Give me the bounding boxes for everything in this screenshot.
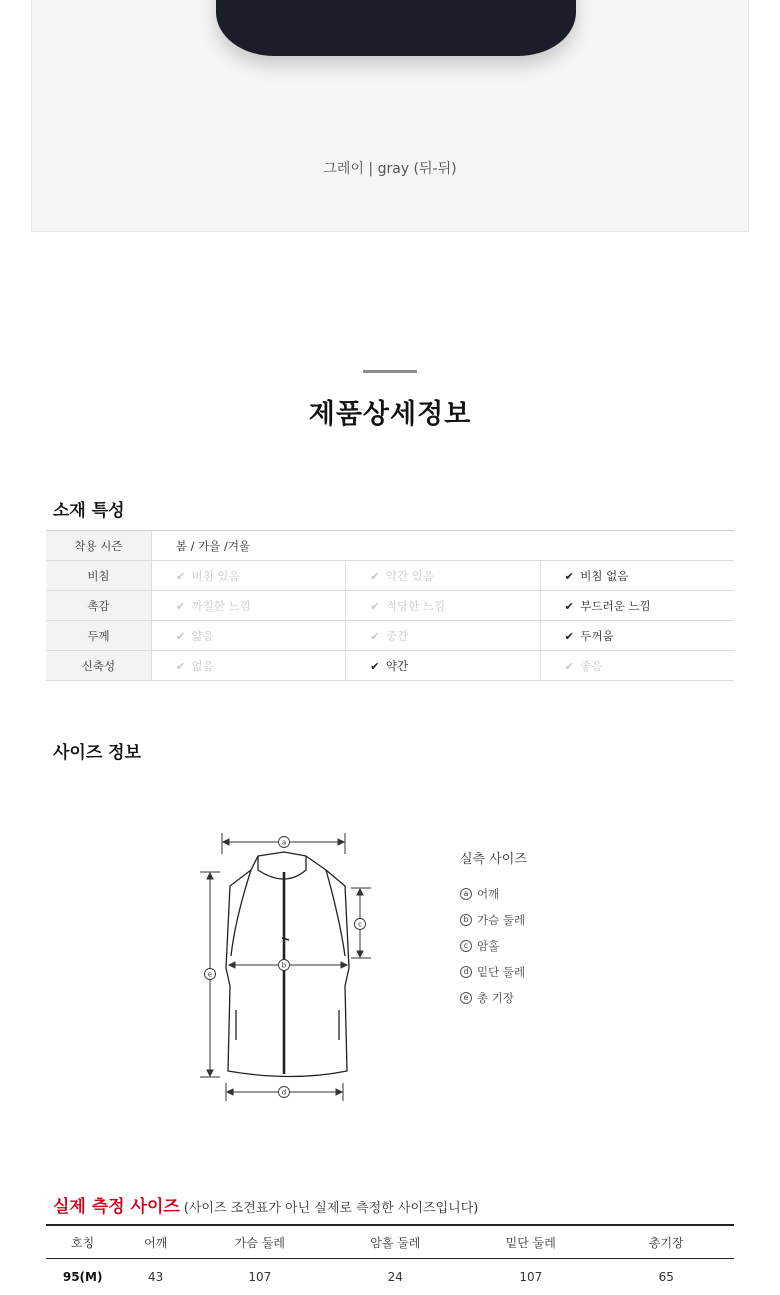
check-icon: ✔ xyxy=(565,600,577,613)
option-cell xyxy=(151,591,345,621)
option-cell xyxy=(151,561,345,591)
table-cell: 107 xyxy=(463,1259,599,1295)
option-label: 중간 xyxy=(386,629,408,643)
table-cell: 107 xyxy=(192,1259,328,1295)
photo-caption: 그레이 | gray (뒤-뒤) xyxy=(32,158,748,178)
option-cell xyxy=(151,621,345,651)
column-header: 어깨 xyxy=(119,1225,192,1259)
list-item xyxy=(460,886,525,912)
dim-d-arrow-left xyxy=(227,1089,233,1095)
letter-badge: c xyxy=(460,940,472,952)
list-item xyxy=(460,990,525,1016)
row-label: 신축성 xyxy=(46,651,151,681)
list-item xyxy=(460,938,525,964)
legend-text: 밑단 둘레 xyxy=(477,964,525,980)
table-cell: 65 xyxy=(599,1259,734,1295)
check-icon: ✔ xyxy=(565,660,577,673)
option-label: 좋음 xyxy=(580,659,602,673)
legend-text: 가슴 둘레 xyxy=(477,912,525,928)
dim-b-letter: b xyxy=(282,962,287,970)
option-label: 얇음 xyxy=(192,629,214,643)
option-cell xyxy=(346,561,540,591)
dim-c-arrow-top xyxy=(357,889,363,895)
season-value: 봄 / 가을 /겨울 xyxy=(151,531,734,561)
section-title: 제품상세정보 xyxy=(0,392,780,431)
garment-hem-image xyxy=(216,0,576,56)
product-photo xyxy=(31,0,749,232)
fabric-heading: 소재 특성 xyxy=(53,496,125,521)
fabric-table xyxy=(46,530,734,681)
letter-badge: b xyxy=(460,914,472,926)
measurement-note: (사이즈 조견표가 아닌 실제로 측정한 사이즈입니다) xyxy=(184,1201,479,1216)
dim-d-letter: d xyxy=(282,1089,286,1097)
measurement-title: 실제 측정 사이즈 xyxy=(53,1197,180,1217)
vest-collar xyxy=(258,856,306,879)
option-cell xyxy=(540,591,734,621)
legend-text: 어깨 xyxy=(477,886,499,902)
table-cell: 43 xyxy=(119,1259,192,1295)
size-info-heading: 사이즈 정보 xyxy=(53,738,141,763)
option-cell xyxy=(540,621,734,651)
option-label: 적당한 느낌 xyxy=(386,599,445,613)
option-cell xyxy=(540,561,734,591)
option-label: 약간 xyxy=(386,659,408,673)
column-header: 밑단 둘레 xyxy=(463,1225,599,1259)
option-cell xyxy=(151,651,345,681)
option-cell xyxy=(346,621,540,651)
dim-d-arrow-right xyxy=(336,1089,342,1095)
column-header: 가슴 둘레 xyxy=(192,1225,328,1259)
dim-e-arrow-top xyxy=(207,873,213,879)
dim-a-arrow-left xyxy=(223,839,229,845)
column-header: 호칭 xyxy=(46,1225,119,1259)
check-icon: ✔ xyxy=(176,570,188,583)
table-row xyxy=(46,651,734,681)
check-icon: ✔ xyxy=(176,600,188,613)
option-cell xyxy=(540,651,734,681)
option-label: 비침 없음 xyxy=(580,569,628,583)
table-header-row xyxy=(46,1225,734,1259)
option-label: 약간 있음 xyxy=(386,569,434,583)
column-header: 암홀 둘레 xyxy=(328,1225,463,1259)
dim-b-arrow-left xyxy=(229,962,235,968)
check-icon: ✔ xyxy=(370,570,382,583)
dim-a-letter: a xyxy=(282,839,286,847)
option-cell xyxy=(346,651,540,681)
measurement-heading xyxy=(53,1192,478,1217)
option-label: 비침 있음 xyxy=(192,569,240,583)
option-label: 부드러운 느낌 xyxy=(580,599,650,613)
dim-c-letter: c xyxy=(358,921,362,929)
list-item xyxy=(460,912,525,938)
check-icon: ✔ xyxy=(565,570,577,583)
row-label: 두께 xyxy=(46,621,151,651)
legend-title: 실측 사이즈 xyxy=(460,848,527,867)
table-row xyxy=(46,531,734,561)
check-icon: ✔ xyxy=(176,630,188,643)
size-name-cell: 95(M) xyxy=(46,1259,119,1295)
table-cell: 24 xyxy=(328,1259,463,1295)
dim-b-arrow-right xyxy=(341,962,347,968)
table-row xyxy=(46,561,734,591)
list-item xyxy=(460,964,525,990)
size-table xyxy=(46,1224,734,1295)
letter-badge: d xyxy=(460,966,472,978)
dim-e-arrow-bottom xyxy=(207,1070,213,1076)
legend-text: 총 기장 xyxy=(477,990,514,1006)
option-cell xyxy=(346,591,540,621)
letter-badge: a xyxy=(460,888,472,900)
size-legend xyxy=(460,886,525,1016)
legend-text: 암홀 xyxy=(477,938,499,954)
row-label: 촉감 xyxy=(46,591,151,621)
dim-e-letter: e xyxy=(208,971,212,979)
check-icon: ✔ xyxy=(565,630,577,643)
section-divider xyxy=(363,370,417,373)
letter-badge: e xyxy=(460,992,472,1004)
option-label: 두꺼움 xyxy=(580,629,613,643)
row-label: 비침 xyxy=(46,561,151,591)
table-row xyxy=(46,1259,734,1295)
dim-a-arrow-right xyxy=(338,839,344,845)
option-label: 까칠한 느낌 xyxy=(192,599,251,613)
dim-c-arrow-bottom xyxy=(357,951,363,957)
vest-size-diagram xyxy=(195,828,385,1108)
table-row xyxy=(46,621,734,651)
season-label: 착용 시즌 xyxy=(46,531,151,561)
check-icon: ✔ xyxy=(370,660,382,673)
check-icon: ✔ xyxy=(370,630,382,643)
check-icon: ✔ xyxy=(370,600,382,613)
column-header: 총기장 xyxy=(599,1225,734,1259)
check-icon: ✔ xyxy=(176,660,188,673)
option-label: 없음 xyxy=(192,659,214,673)
table-row xyxy=(46,591,734,621)
